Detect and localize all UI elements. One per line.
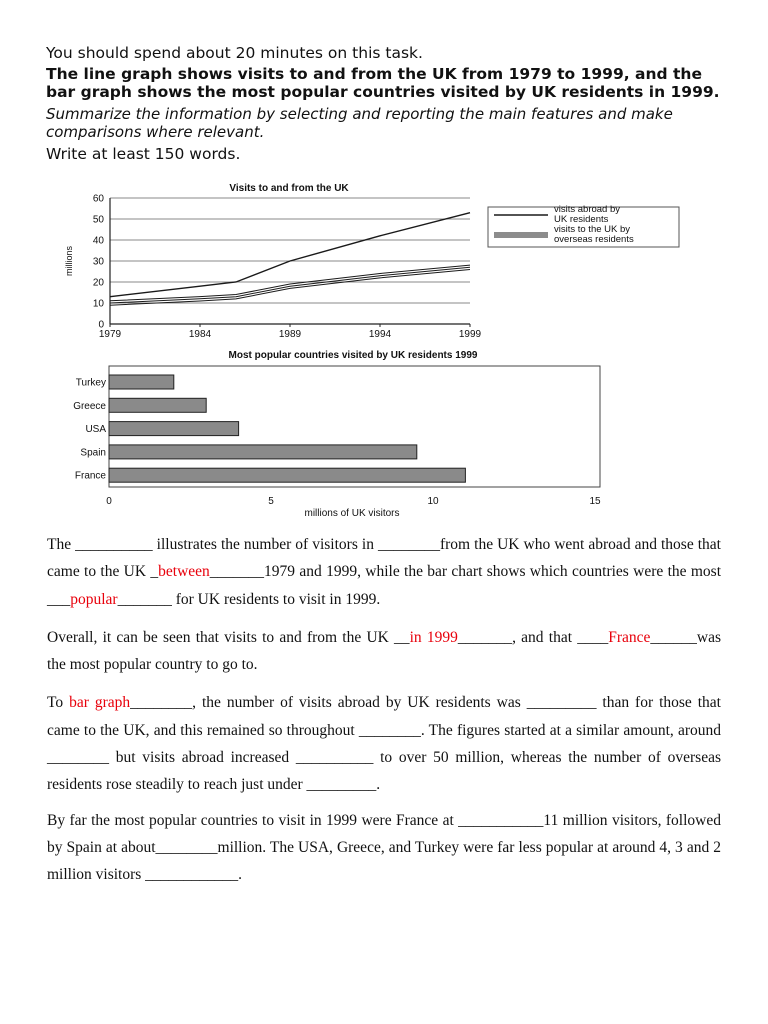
text-segment: ______was the most popular country to go to. bbox=[47, 628, 722, 674]
line-chart-legend bbox=[488, 204, 679, 247]
x-tick-label: 1994 bbox=[368, 329, 392, 340]
legend-label: visits abroad by bbox=[554, 204, 621, 215]
paragraph-overview bbox=[47, 624, 721, 679]
text-segment: ________, the number of visits abroad by UK residents was _________ than for those that came to the UK, and this remained so throughout ________. The figures started at a similar amount, around ________ but visits abroad increased __________ to over 50 million, whereas the number of overseas residents rose steadily to reach just under _________. bbox=[47, 694, 721, 794]
x-tick-label: 15 bbox=[589, 496, 601, 507]
task-description: The line graph shows visits to and from the UK from 1979 to 1999, and the bar graph shows the most popular countries visited by UK residents in 1999. bbox=[46, 65, 720, 101]
y-tick-label: 30 bbox=[92, 256, 104, 268]
x-tick-label: 0 bbox=[106, 496, 112, 507]
filled-answer: France bbox=[608, 628, 651, 646]
y-tick-label: 0 bbox=[98, 319, 104, 331]
legend-label: overseas residents bbox=[554, 234, 634, 245]
x-tick-label: 1984 bbox=[188, 329, 212, 340]
task-instruction: Summarize the information by selecting and reporting the main features and make comparisons where relevant. bbox=[46, 105, 673, 141]
series-line bbox=[110, 270, 470, 306]
bar-chart bbox=[56, 344, 616, 524]
y-tick-label: 10 bbox=[92, 298, 104, 310]
text-segment: Overall, it can be seen that visits to and from the UK __ bbox=[47, 628, 410, 646]
category-label: Greece bbox=[73, 400, 106, 412]
category-label: Turkey bbox=[75, 377, 106, 389]
text-segment: By far the most popular countries to visit in 1999 were France at ___________11 million visitors, followed by Spain at about________million. The USA, Greece, and Turkey were far less popular at around 4, 3 and 2 million visitors ____________. bbox=[47, 811, 721, 884]
task-instructions bbox=[46, 42, 736, 164]
y-tick-label: 50 bbox=[92, 214, 104, 226]
series-line bbox=[110, 265, 470, 301]
x-tick-label: 1999 bbox=[458, 329, 482, 340]
bar-spain bbox=[109, 445, 417, 459]
category-label: USA bbox=[85, 424, 106, 436]
text-segment: The __________ illustrates the number of visitors in ________from the UK who went abroad and those that came to the UK _ bbox=[47, 536, 721, 581]
time-note: You should spend about 20 minutes on this task. bbox=[46, 44, 423, 62]
x-tick-label: 1979 bbox=[98, 329, 122, 340]
bar-chart-title: Most popular countries visited by UK residents 1999 bbox=[228, 350, 478, 361]
bar-usa bbox=[109, 422, 239, 436]
bar-france bbox=[109, 468, 465, 482]
bar-chart-xlabel: millions of UK visitors bbox=[304, 508, 400, 519]
filled-answer: in 1999 bbox=[409, 628, 458, 646]
x-tick-label: 10 bbox=[427, 496, 439, 507]
y-tick-label: 20 bbox=[92, 277, 104, 289]
line-chart-ylabel: millions bbox=[64, 245, 74, 277]
line-chart-title: Visits to and from the UK bbox=[229, 183, 349, 194]
text-segment: _______ for UK residents to visit in 1999. bbox=[117, 590, 381, 608]
category-label: France bbox=[74, 470, 106, 482]
legend-label: UK residents bbox=[554, 214, 609, 225]
x-tick-label: 5 bbox=[268, 496, 274, 507]
line-chart bbox=[60, 178, 690, 343]
y-tick-label: 40 bbox=[92, 235, 104, 247]
filled-answer: between bbox=[158, 563, 210, 581]
text-segment: _______, and that ____ bbox=[457, 628, 609, 646]
word-count-note: Write at least 150 words. bbox=[46, 145, 241, 163]
text-segment: _______1979 and 1999, while the bar chart shows which countries were the most ___ bbox=[47, 563, 722, 608]
paragraph-body-1 bbox=[47, 689, 721, 798]
bar-turkey bbox=[109, 375, 174, 389]
paragraph-intro bbox=[47, 531, 721, 613]
bar-greece bbox=[109, 398, 206, 412]
x-tick-label: 1989 bbox=[278, 329, 302, 340]
category-label: Spain bbox=[80, 447, 106, 459]
filled-answer: bar graph bbox=[69, 694, 131, 712]
legend-label: visits to the UK by bbox=[554, 224, 631, 235]
series-line bbox=[110, 267, 470, 303]
y-tick-label: 60 bbox=[92, 193, 104, 205]
gap-fill-exercise bbox=[47, 531, 721, 889]
paragraph-body-2 bbox=[47, 807, 721, 889]
text-segment: To bbox=[47, 694, 70, 712]
filled-answer: popular bbox=[70, 590, 118, 608]
